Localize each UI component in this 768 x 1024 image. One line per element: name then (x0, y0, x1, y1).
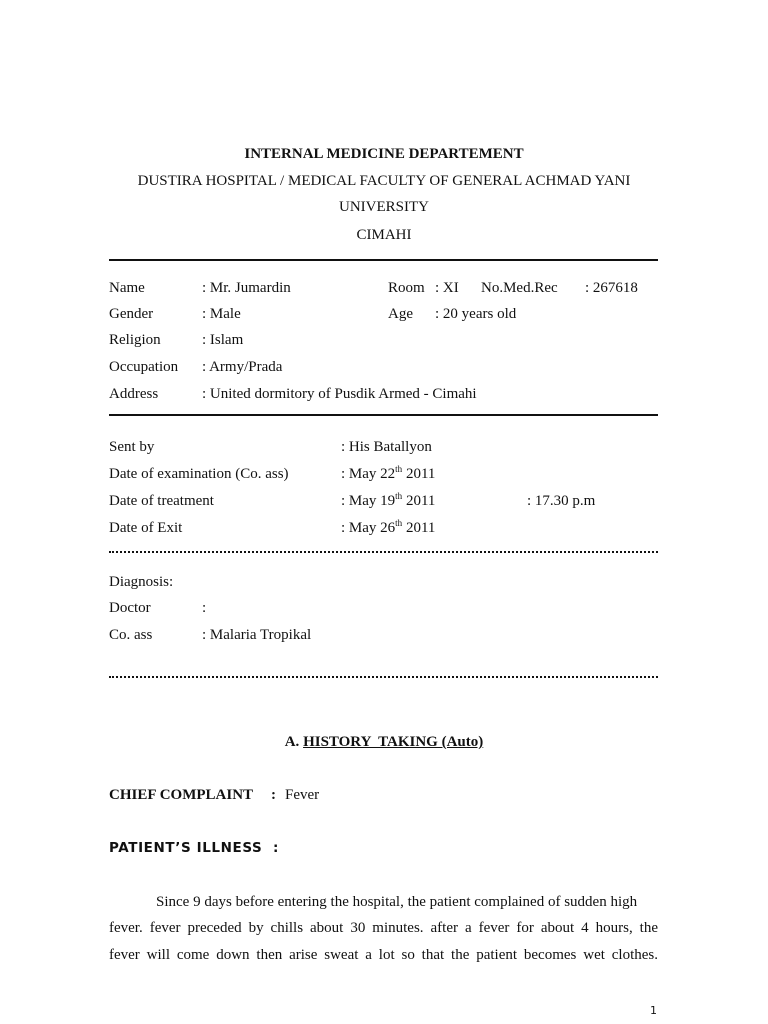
diagnosis-divider (109, 676, 658, 678)
exam-date-label: Date of examination (Co. ass) (109, 466, 289, 482)
chief-complaint-label: CHIEF COMPLAINT (109, 787, 254, 803)
section-a-heading: A. HISTORY TAKING (Auto) (284, 734, 484, 750)
room-label: Room (388, 280, 425, 296)
medrec-label: No.Med.Rec (481, 280, 558, 296)
religion-value: : Islam (202, 332, 244, 348)
doctor-label: Doctor (109, 600, 151, 616)
admission-divider (109, 551, 658, 553)
age-label: Age (388, 306, 413, 322)
department-title: INTERNAL MEDICINE DEPARTEMENT (244, 146, 524, 162)
doctor-value: : (202, 600, 207, 616)
age-value: : 20 years old (435, 306, 517, 322)
occupation-label: Occupation (109, 359, 179, 375)
exit-date-label: Date of Exit (109, 520, 183, 536)
city-line: CIMAHI (356, 227, 412, 243)
treatment-date-label: Date of treatment (109, 493, 214, 509)
gender-value: : Male (202, 306, 241, 322)
treatment-time-value: : 17.30 p.m (527, 493, 596, 509)
exam-date-value: : May 22th 2011 (341, 464, 436, 482)
illness-line-3: fever will come down then arise sweat a lot so that the patient becomes wet clothes. (109, 947, 658, 963)
room-value: : XI (435, 280, 459, 296)
diagnosis-title: Diagnosis: (109, 574, 174, 590)
page-number: 1 (650, 1004, 657, 1017)
occupation-value: : Army/Prada (202, 359, 283, 375)
illness-line-1: Since 9 days before entering the hospital, the patient complained of sudden high (156, 894, 638, 910)
exit-date-value: : May 26th 2011 (341, 518, 436, 536)
coass-value: : Malaria Tropikal (202, 627, 312, 643)
sent-by-label: Sent by (109, 439, 155, 455)
hospital-name: DUSTIRA HOSPITAL / MEDICAL FACULTY OF GENERAL ACHMAD YANI (137, 173, 631, 189)
chief-complaint-value: Fever (285, 787, 320, 803)
religion-label: Religion (109, 332, 161, 348)
illness-line-2: fever. fever preceded by chills about 30 minutes. after a fever for about 4 hours, the (109, 920, 658, 936)
gender-label: Gender (109, 306, 154, 322)
university-line: UNIVERSITY (339, 199, 429, 215)
address-label: Address (109, 386, 159, 402)
medrec-value: : 267618 (585, 280, 638, 296)
treatment-date-value: : May 19th 2011 (341, 491, 436, 509)
patients-illness-label: PATIENT’S ILLNESS : (109, 840, 279, 856)
name-value: : Mr. Jumardin (202, 280, 291, 296)
address-value: : United dormitory of Pusdik Armed - Cimahi (202, 386, 477, 402)
sent-by-value: : His Batallyon (341, 439, 432, 455)
header-divider (109, 259, 658, 261)
patient-divider (109, 414, 658, 416)
name-label: Name (109, 280, 145, 296)
chief-complaint-colon: : (271, 787, 276, 803)
coass-label: Co. ass (109, 627, 153, 643)
